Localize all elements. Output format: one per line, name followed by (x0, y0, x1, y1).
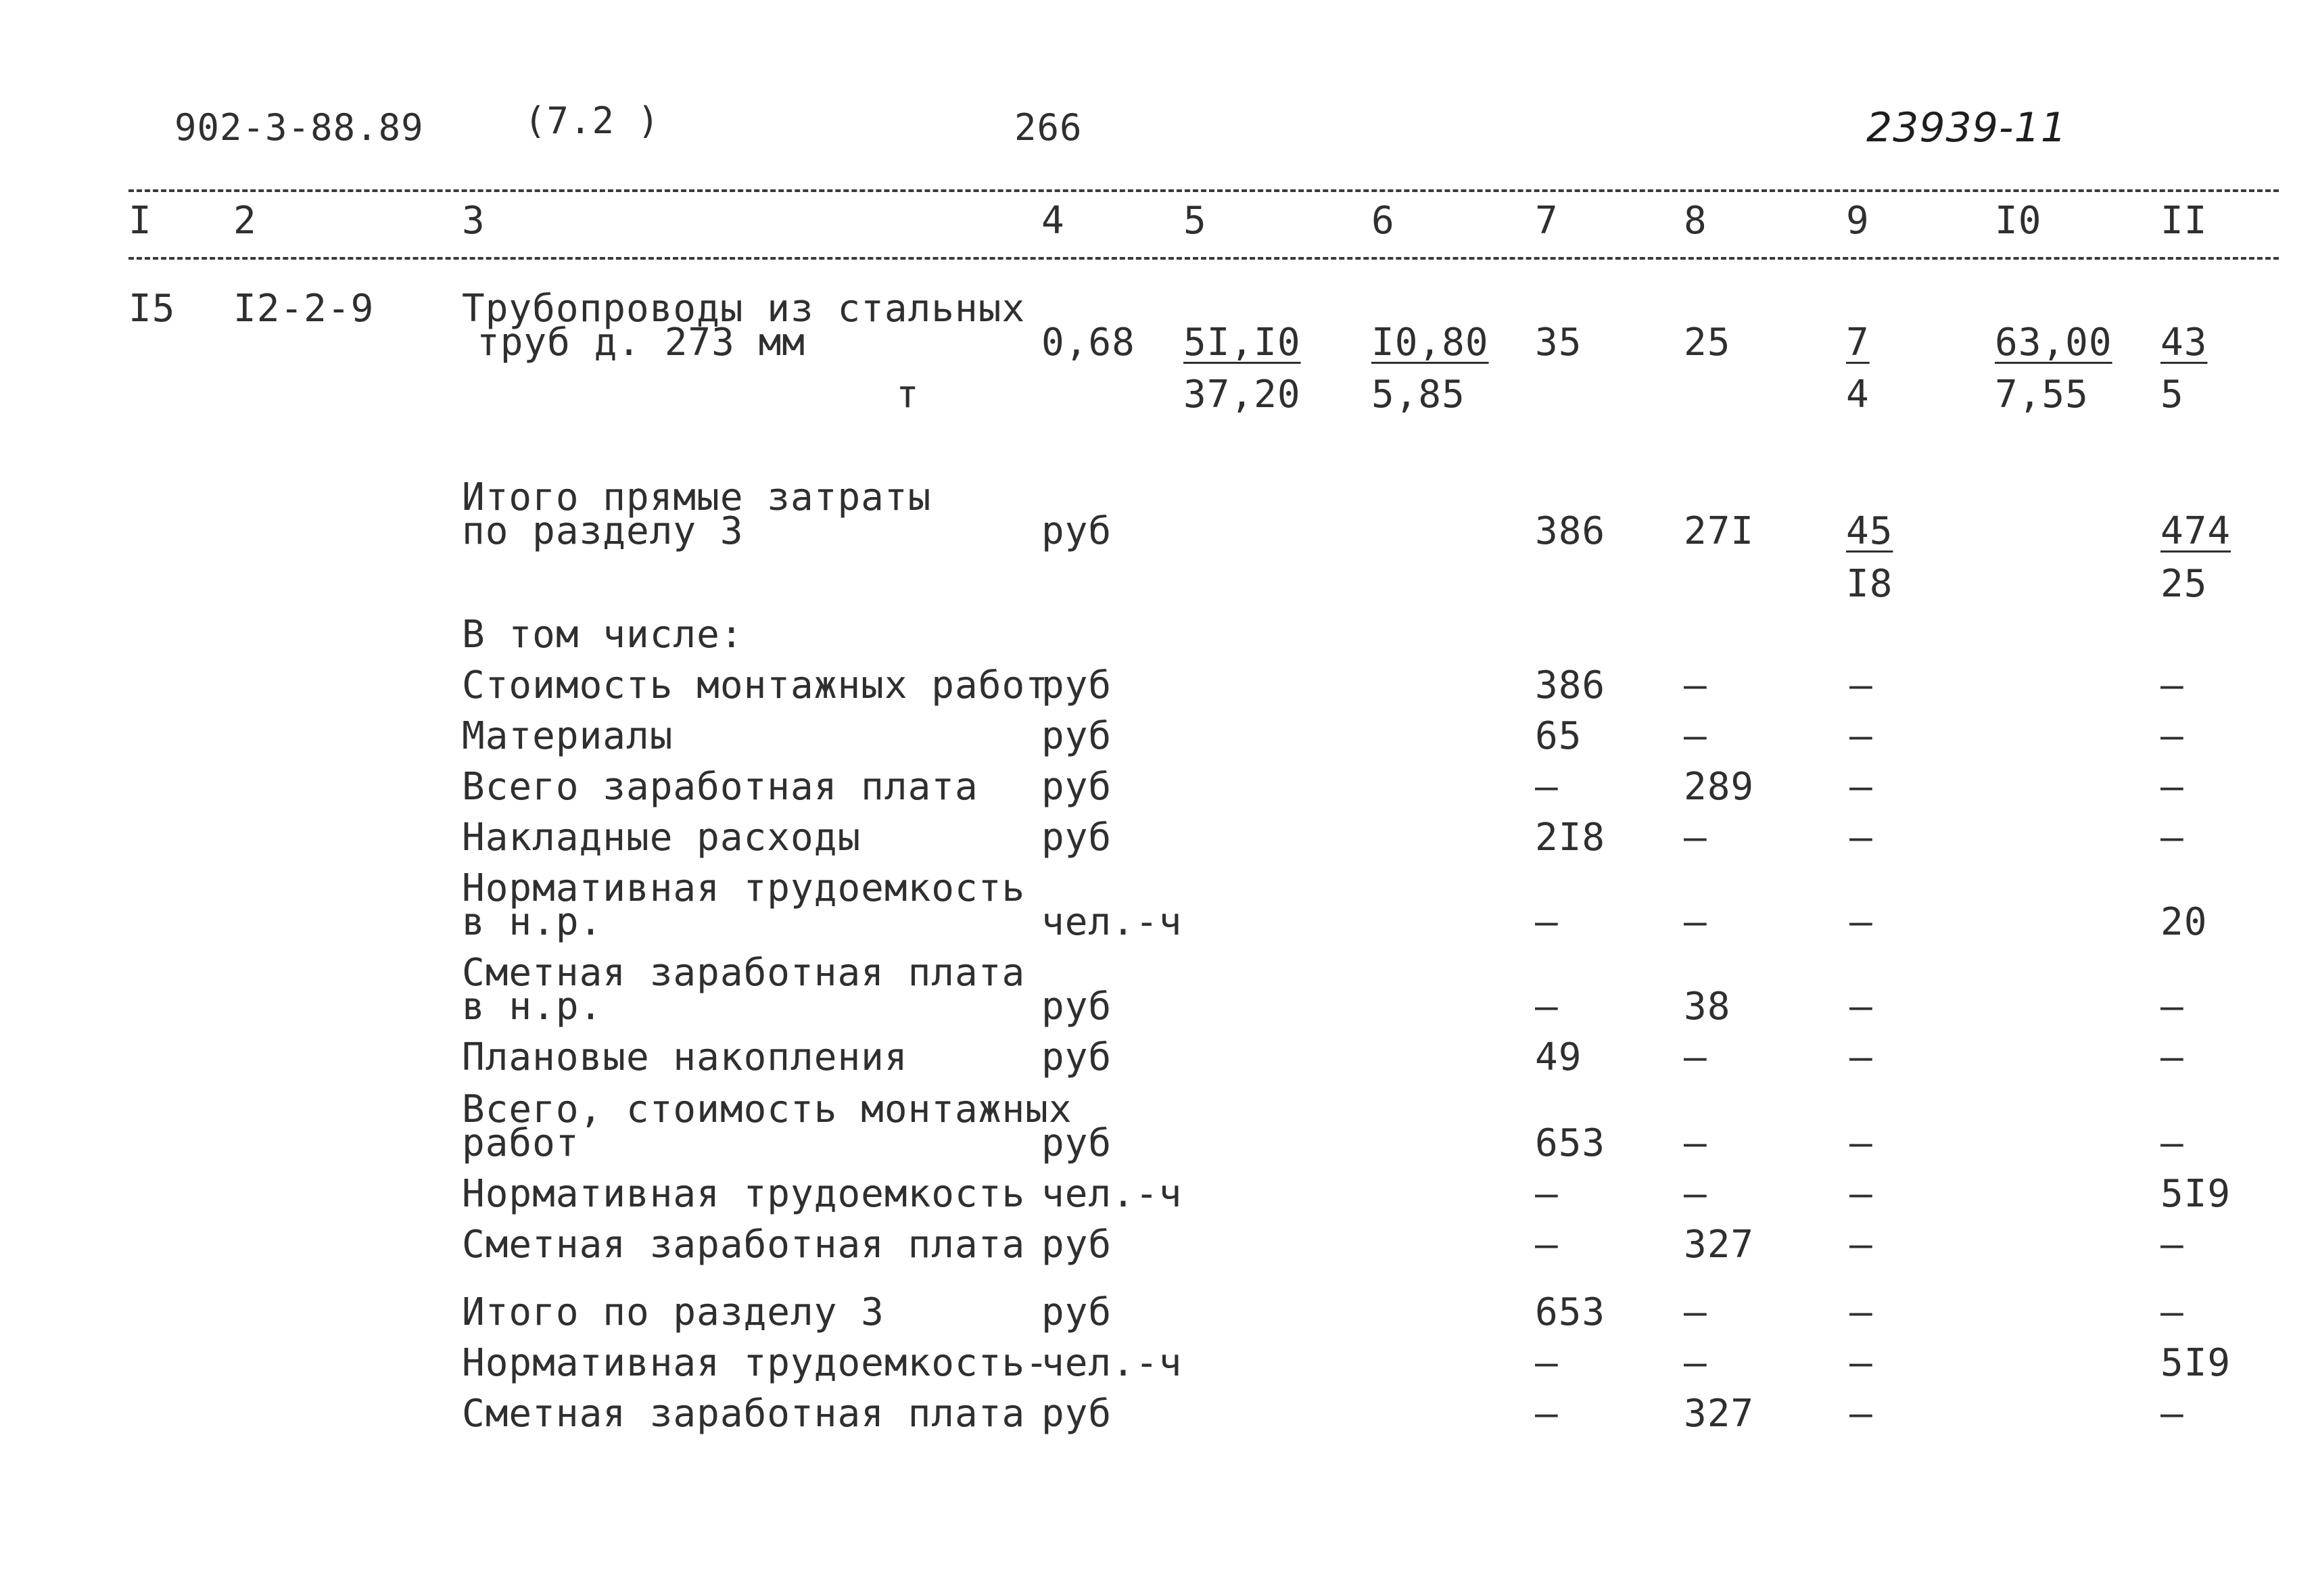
row-col9: – (1849, 900, 1873, 944)
row-col7: 386 (1535, 663, 1606, 707)
row-label: Сметная заработная плата (462, 1223, 1026, 1267)
row-label-line2: работ (462, 1121, 580, 1165)
row-label: Итого по разделу 3 (462, 1290, 884, 1334)
col-header-9: 9 (1846, 199, 1870, 243)
row-unit: руб (1041, 816, 1112, 860)
item-number: I5 (128, 287, 176, 331)
direct-costs-col7: 386 (1535, 509, 1606, 553)
row-col8: – (1684, 1172, 1707, 1216)
row-label: Сметная заработная плата (462, 1392, 1026, 1436)
row-col8: – (1684, 1121, 1707, 1165)
direct-costs-col11-top: 474 (2160, 509, 2231, 553)
item-col8: 25 (1684, 321, 1731, 365)
direct-costs-col9-bottom: I8 (1846, 562, 1893, 606)
item-col7: 35 (1535, 321, 1582, 365)
row-unit: чел.-ч (1041, 900, 1183, 944)
row-unit: руб (1041, 985, 1112, 1029)
row-col9: – (1849, 816, 1873, 860)
row-label-line2: в н.р. (462, 985, 603, 1029)
row-col9: – (1849, 1035, 1873, 1079)
row-unit: руб (1041, 1392, 1112, 1436)
row-col11: – (2160, 714, 2184, 758)
row-col11: – (2160, 1121, 2184, 1165)
row-col8: – (1684, 900, 1707, 944)
item-col5-top: 5I,I0 (1183, 321, 1301, 365)
item-name-line2: труб д. 273 мм (477, 321, 806, 365)
col-header-7: 7 (1535, 199, 1559, 243)
row-col7: 653 (1535, 1121, 1606, 1165)
col-header-6: 6 (1371, 199, 1395, 243)
row-col8: 327 (1684, 1223, 1755, 1267)
row-col11: – (2160, 1035, 2184, 1079)
col-header-3: 3 (462, 199, 486, 243)
row-col7: – (1535, 985, 1559, 1029)
row-col7: – (1535, 1392, 1559, 1436)
row-col8: – (1684, 663, 1707, 707)
row-col9: – (1849, 985, 1873, 1029)
col-header-2: 2 (233, 199, 257, 243)
row-unit: чел.-ч (1041, 1341, 1183, 1385)
row-label: Нормативная трудоемкость (462, 1172, 1026, 1216)
row-unit: руб (1041, 1121, 1112, 1165)
document-code: 902-3-88.89 (174, 106, 424, 149)
row-col9: – (1849, 1392, 1873, 1436)
row-col7: 49 (1535, 1035, 1582, 1079)
page-number: 266 (1014, 106, 1083, 149)
item-unit-mark: т (896, 373, 920, 417)
row-label-line2: в н.р. (462, 900, 603, 944)
row-col11: 20 (2160, 900, 2208, 944)
row-col7: 2I8 (1535, 816, 1606, 860)
row-col11: – (2160, 1392, 2184, 1436)
row-label: Всего заработная плата (462, 765, 978, 809)
direct-costs-label-line2: по разделу 3 (462, 509, 744, 553)
row-col8: – (1684, 1341, 1707, 1385)
row-col11: – (2160, 663, 2184, 707)
row-label: Нормативная трудоемкость- (462, 1341, 1049, 1385)
col-header-5: 5 (1183, 199, 1207, 243)
col-header-11: II (2160, 199, 2208, 243)
row-col7: – (1535, 900, 1559, 944)
row-col7: – (1535, 1223, 1559, 1267)
row-col8: – (1684, 1290, 1707, 1334)
row-label: Накладные расходы (462, 816, 861, 860)
direct-costs-col11-bottom: 25 (2160, 562, 2208, 606)
row-col11: – (2160, 985, 2184, 1029)
col-header-1: I (128, 199, 152, 243)
row-col9: – (1849, 663, 1873, 707)
header-top-rule (128, 189, 2279, 192)
row-col11: – (2160, 1290, 2184, 1334)
row-col9: – (1849, 1223, 1873, 1267)
row-col11: – (2160, 765, 2184, 809)
row-label: Плановые накопления (462, 1035, 908, 1079)
row-col8: 38 (1684, 985, 1731, 1029)
row-col11: 5I9 (2160, 1341, 2231, 1385)
row-unit: руб (1041, 1035, 1112, 1079)
row-col11: – (2160, 1223, 2184, 1267)
section-number: (7.2 ) (524, 99, 661, 142)
item-code: I2-2-9 (233, 287, 375, 331)
row-label: Стоимость монтажных работ (462, 663, 1049, 707)
row-col7: 653 (1535, 1290, 1606, 1334)
row-unit: руб (1041, 765, 1112, 809)
row-col7: 65 (1535, 714, 1582, 758)
item-col10-bottom: 7,55 (1995, 373, 2089, 417)
row-col7: – (1535, 1341, 1559, 1385)
row-label: Сметная заработная плата (462, 951, 1026, 995)
row-col8: – (1684, 1035, 1707, 1079)
row-col7: – (1535, 1172, 1559, 1216)
row-col9: – (1849, 1290, 1873, 1334)
item-col9-bottom: 4 (1846, 373, 1870, 417)
including-label: В том числе: (462, 613, 744, 657)
col-header-8: 8 (1684, 199, 1707, 243)
item-col9-top: 7 (1846, 321, 1870, 365)
header-bottom-rule (128, 257, 2279, 260)
row-col9: – (1849, 714, 1873, 758)
row-col11: – (2160, 816, 2184, 860)
row-col9: – (1849, 1341, 1873, 1385)
row-col8: 289 (1684, 765, 1755, 809)
item-name-line1: Трубопроводы из стальных (462, 287, 1026, 331)
direct-costs-unit: руб (1041, 509, 1112, 553)
item-col6-top: I0,80 (1371, 321, 1489, 365)
row-col11: 5I9 (2160, 1172, 2231, 1216)
row-unit: руб (1041, 714, 1112, 758)
inventory-number: 23939-11 (1866, 104, 2067, 151)
row-col9: – (1849, 1172, 1873, 1216)
row-col8: 327 (1684, 1392, 1755, 1436)
row-col8: – (1684, 714, 1707, 758)
row-label: Нормативная трудоемкость (462, 866, 1026, 910)
row-unit: руб (1041, 1223, 1112, 1267)
direct-costs-col9-top: 45 (1846, 509, 1893, 553)
row-label: Материалы (462, 714, 673, 758)
row-col8: – (1684, 816, 1707, 860)
row-col9: – (1849, 765, 1873, 809)
row-unit: руб (1041, 1290, 1112, 1334)
row-col7: – (1535, 765, 1559, 809)
item-col11-top: 43 (2160, 321, 2208, 365)
col-header-10: I0 (1995, 199, 2042, 243)
item-quantity: 0,68 (1041, 321, 1135, 365)
col-header-4: 4 (1041, 199, 1065, 243)
row-col9: – (1849, 1121, 1873, 1165)
item-col11-bottom: 5 (2160, 373, 2184, 417)
row-unit: руб (1041, 663, 1112, 707)
row-unit: чел.-ч (1041, 1172, 1183, 1216)
direct-costs-col8: 27I (1684, 509, 1755, 553)
item-col10-top: 63,00 (1995, 321, 2112, 365)
item-col5-bottom: 37,20 (1183, 373, 1301, 417)
row-label: Всего, стоимость монтажных (462, 1087, 1072, 1131)
direct-costs-label-line1: Итого прямые затраты (462, 475, 932, 519)
item-col6-bottom: 5,85 (1371, 373, 1465, 417)
